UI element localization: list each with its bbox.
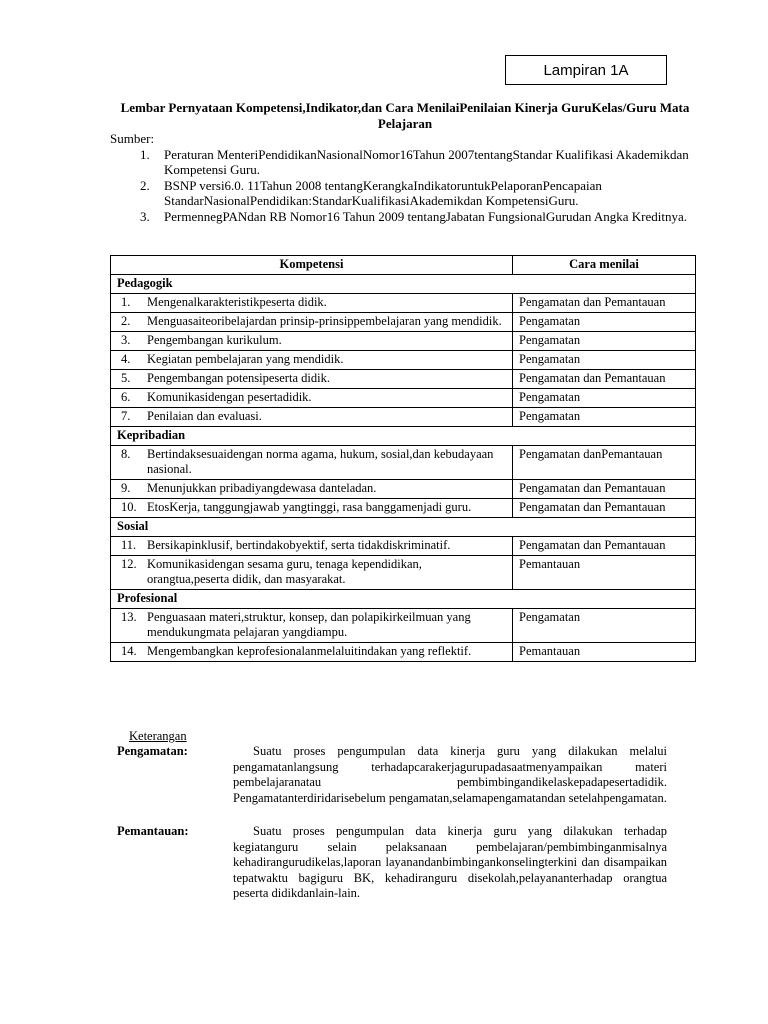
item-number: 13. xyxy=(121,610,137,624)
document-title: Lembar Pernyataan Kompetensi,Indikator,dan Cara MenilaiPenilaian Kinerja GuruKelas/Guru Mata Pelajaran xyxy=(120,100,690,131)
section-row xyxy=(111,518,696,537)
kompetensi-text: Mengenalkarakteristikpeserta didik. xyxy=(147,295,327,309)
table-row xyxy=(111,446,696,480)
item-number: 9. xyxy=(121,481,131,495)
kompetensi-cell xyxy=(111,408,513,427)
cara-menilai-cell: Pengamatan xyxy=(513,408,696,427)
header-kompetensi: Kompetensi xyxy=(111,256,513,275)
definition-pemantauan xyxy=(117,824,667,902)
kompetensi-table xyxy=(110,255,696,662)
header-cara-menilai: Cara menilai xyxy=(513,256,696,275)
table-row xyxy=(111,370,696,389)
sumber-item-text: BSNP versi6.0. 11Tahun 2008 tentangKerangkaIndikatoruntukPelaporanPencapaian StandarNasionalPendidikan:StandarKualifikasiAkademikdan KompetensiGuru. xyxy=(164,177,602,208)
kompetensi-cell xyxy=(111,556,513,590)
sumber-list xyxy=(110,147,690,225)
item-number: 8. xyxy=(121,447,131,461)
sumber-item-text: PermennegPANdan RB Nomor16 Tahun 2009 tentangJabatan FungsionalGurudan Angka Kreditnya. xyxy=(164,208,687,224)
sumber-label: Sumber: xyxy=(110,131,155,146)
sumber-section xyxy=(110,131,690,224)
item-number: 7. xyxy=(121,409,131,423)
lampiran-label: Lampiran 1A xyxy=(505,55,667,85)
section-pedagogik: Pedagogik xyxy=(111,275,696,294)
cara-menilai-cell: Pengamatan xyxy=(513,351,696,370)
item-number: 3. xyxy=(121,333,131,347)
definition-term: Pengamatan: xyxy=(117,744,188,758)
sumber-item xyxy=(110,178,690,209)
kompetensi-cell xyxy=(111,446,513,480)
kompetensi-cell xyxy=(111,537,513,556)
table-row xyxy=(111,408,696,427)
kompetensi-text: Komunikasidengan pesertadidik. xyxy=(147,390,312,404)
section-sosial: Sosial xyxy=(111,518,696,537)
item-number: 14. xyxy=(121,644,137,658)
kompetensi-cell xyxy=(111,609,513,643)
table-row xyxy=(111,351,696,370)
kompetensi-text: Penguasaan materi,struktur, konsep, dan polapikirkeilmuan yang mendukungmata pelajaran yangdiampu. xyxy=(147,610,471,639)
item-number: 1. xyxy=(121,295,131,309)
kompetensi-cell xyxy=(111,643,513,662)
table-row xyxy=(111,332,696,351)
cara-menilai-cell: Pengamatan danPemantauan xyxy=(513,446,696,480)
table-row xyxy=(111,389,696,408)
kompetensi-cell xyxy=(111,351,513,370)
keterangan-label: Keterangan xyxy=(129,729,187,743)
cara-menilai-cell: Pengamatan dan Pemantauan xyxy=(513,537,696,556)
table-row xyxy=(111,609,696,643)
definition-text: Suatu proses pengumpulan data kinerja guru yang dilakukan terhadap kegiatanguru selain pelaksanaan pembelajaran/pembimbinganmisalnya kehadirangurudikelas,laporan layanandanbimbingankonselingterkini dan disampaikan tepatwaktu bagiguru BK, kehadiranguru disekolah,pelayananterhadap orangtua peserta didikdanlain-lain. xyxy=(233,824,667,900)
cara-menilai-cell: Pengamatan dan Pemantauan xyxy=(513,480,696,499)
cara-menilai-cell: Pengamatan xyxy=(513,332,696,351)
table-row xyxy=(111,537,696,556)
sumber-item-number: 2. xyxy=(140,177,150,193)
kompetensi-cell xyxy=(111,294,513,313)
kompetensi-text: Kegiatan pembelajaran yang mendidik. xyxy=(147,352,344,366)
sumber-item-number: 3. xyxy=(140,208,150,224)
kompetensi-cell xyxy=(111,480,513,499)
table-row xyxy=(111,643,696,662)
kompetensi-text: Komunikasidengan sesama guru, tenaga kependidikan, orangtua,peserta didik, dan masyarakat. xyxy=(147,557,422,586)
kompetensi-text: Mengembangkan keprofesionalanmelaluitindakan yang reflektif. xyxy=(147,644,472,658)
item-number: 12. xyxy=(121,557,137,571)
cara-menilai-cell: Pengamatan dan Pemantauan xyxy=(513,499,696,518)
kompetensi-cell xyxy=(111,332,513,351)
kompetensi-cell xyxy=(111,370,513,389)
cara-menilai-cell: Pemantauan xyxy=(513,556,696,590)
item-number: 11. xyxy=(121,538,137,552)
sumber-item-text: Peraturan MenteriPendidikanNasionalNomor16Tahun 2007tentangStandar Kualifikasi Akademikdan Kompetensi Guru. xyxy=(164,146,689,177)
item-number: 2. xyxy=(121,314,131,328)
kompetensi-text: Menunjukkan pribadiyangdewasa danteladan. xyxy=(147,481,377,495)
kompetensi-text: Pengembangan potensipeserta didik. xyxy=(147,371,330,385)
sumber-item xyxy=(110,209,690,225)
definition-term: Pemantauan: xyxy=(117,824,189,838)
kompetensi-text: Bertindaksesuaidengan norma agama, hukum, sosial,dan kebudayaan nasional. xyxy=(147,447,494,476)
cara-menilai-cell: Pengamatan dan Pemantauan xyxy=(513,294,696,313)
table-row xyxy=(111,499,696,518)
cara-menilai-cell: Pengamatan xyxy=(513,313,696,332)
cara-menilai-cell: Pengamatan dan Pemantauan xyxy=(513,370,696,389)
sumber-item-number: 1. xyxy=(140,146,150,162)
item-number: 10. xyxy=(121,500,137,514)
definition-pengamatan xyxy=(117,744,667,806)
sumber-item xyxy=(110,147,690,178)
item-number: 4. xyxy=(121,352,131,366)
cara-menilai-cell: Pengamatan xyxy=(513,389,696,408)
item-number: 5. xyxy=(121,371,131,385)
section-row xyxy=(111,427,696,446)
table-header-row xyxy=(111,256,696,275)
cara-menilai-cell: Pemantauan xyxy=(513,643,696,662)
table-row xyxy=(111,556,696,590)
item-number: 6. xyxy=(121,390,131,404)
table-row xyxy=(111,480,696,499)
kompetensi-cell xyxy=(111,499,513,518)
kompetensi-text: Penilaian dan evaluasi. xyxy=(147,409,262,423)
table-row xyxy=(111,294,696,313)
kompetensi-cell xyxy=(111,389,513,408)
section-row xyxy=(111,275,696,294)
kompetensi-cell xyxy=(111,313,513,332)
cara-menilai-cell: Pengamatan xyxy=(513,609,696,643)
kompetensi-text: EtosKerja, tanggungjawab yangtinggi, rasa banggamenjadi guru. xyxy=(147,500,472,514)
section-row xyxy=(111,590,696,609)
table-row xyxy=(111,313,696,332)
definition-text: Suatu proses pengumpulan data kinerja guru yang dilakukan melalui pengamatanlangsung terhadapcarakerjagurupadasaatmenyampaikan materi pembelajaranatau pembimbingandikelaskepadapesertadidik. Pengamatanterdiridarisebelum pengamatan,selamapengamatandan setelahpengamatan. xyxy=(233,744,667,805)
kompetensi-text: Pengembangan kurikulum. xyxy=(147,333,282,347)
section-kepribadian: Kepribadian xyxy=(111,427,696,446)
kompetensi-text: Menguasaiteoribelajardan prinsip-prinsippembelajaran yang mendidik. xyxy=(147,314,502,328)
section-profesional: Profesional xyxy=(111,590,696,609)
kompetensi-text: Bersikapinklusif, bertindakobyektif, serta tidakdiskriminatif. xyxy=(147,538,451,552)
